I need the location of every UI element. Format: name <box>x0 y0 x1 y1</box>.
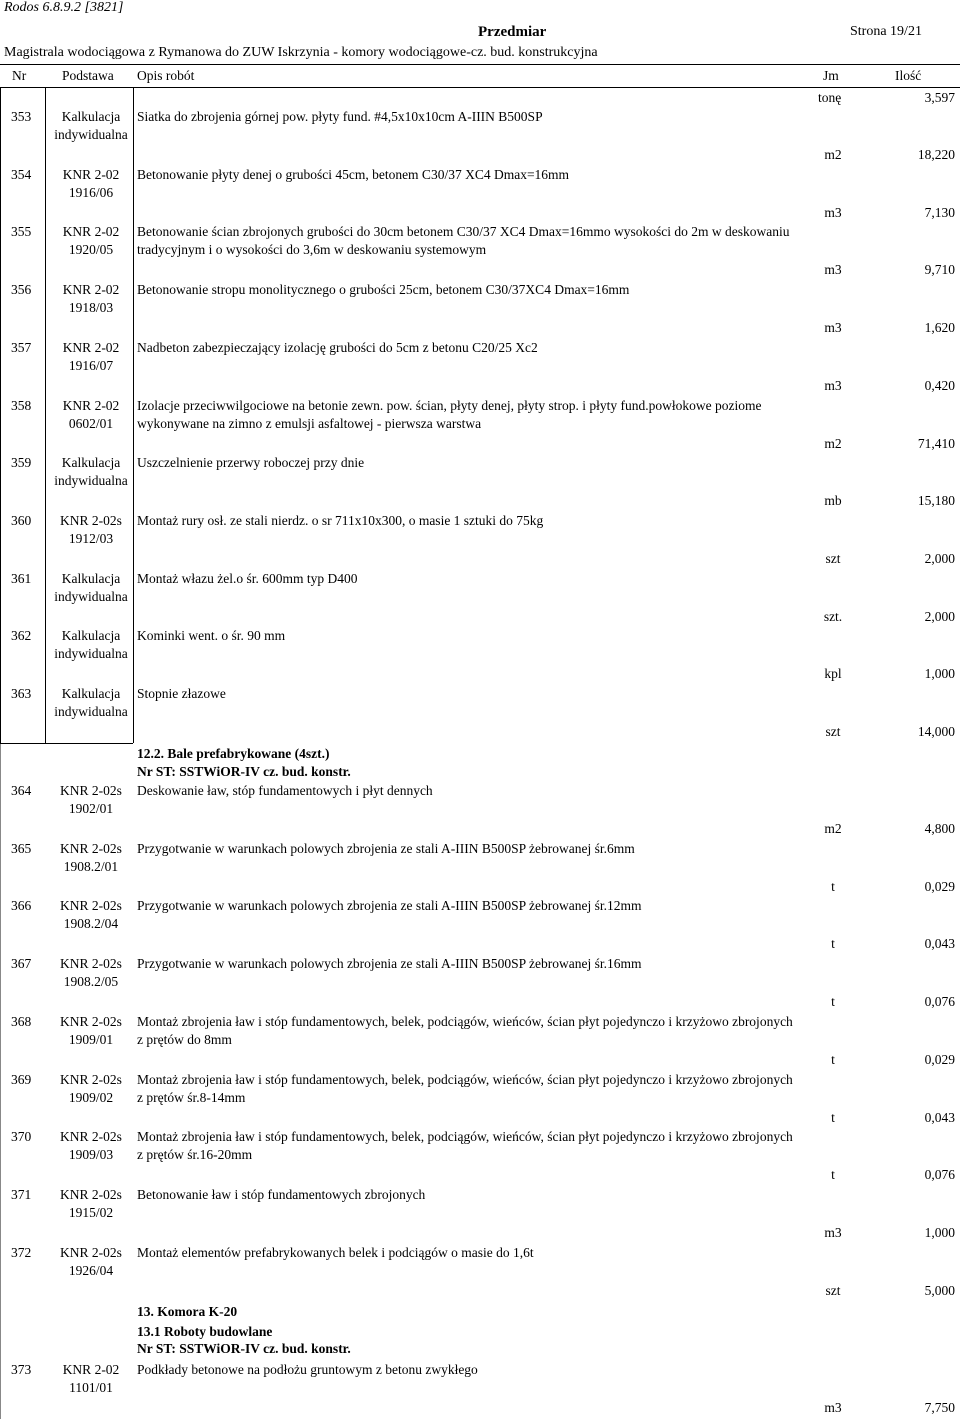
row-description: Montaż zbrojenia ław i stóp fundamentowych, belek, podciągów, wieńców, ścian płyt pojedynczo i krzyżowo zbrojonych z prętów do 8mm <box>137 1013 793 1047</box>
table-row <box>0 955 960 1013</box>
row-quantity: 0,029 <box>924 1051 955 1067</box>
row-description: Izolacje przeciwwilgociowe na betonie zewn. pow. ścian, płyty denej, płyty strop. i płyty fund.powłokowe poziome wykonywane na zimno z emulsji asfaltowej - pierwsza warstwa <box>137 397 762 431</box>
row-podstawa-1: KNR 2-02s <box>60 840 122 856</box>
row-quantity: 0,029 <box>924 878 955 894</box>
table-row <box>0 1071 960 1129</box>
row-quantity: 0,043 <box>924 936 955 952</box>
row-nr: 370 <box>11 1129 32 1145</box>
row-nr: 359 <box>11 455 32 471</box>
project-title: Magistrala wodociągowa z Rymanowa do ZUW Iskrzynia - komory wodociągowe-cz. bud. konstrukcyjna <box>4 45 598 60</box>
row-unit: m2 <box>824 147 842 162</box>
row-nr: 363 <box>11 686 32 701</box>
row-podstawa-2: 1902/01 <box>68 801 114 816</box>
row-nr: 353 <box>11 109 32 124</box>
col-header-ilosc: Ilość <box>895 68 922 83</box>
row-description: Przygotwanie w warunkach polowych zbrojenia ze stali A-IIIN B500SP żebrowanej śr.16mm <box>137 956 642 972</box>
row-podstawa-1: Kalkulacja <box>61 109 121 124</box>
row-description: Przygotwanie w warunkach polowych zbrojenia ze stali A-IIIN B500SP żebrowanej śr.6mm <box>137 840 635 856</box>
section-1-subtitle: Nr ST: SSTWiOR-IV cz. bud. konstr. <box>137 764 351 779</box>
row-description: Podkłady betonowe na podłożu gruntowym z betonu zwykłego <box>137 1362 478 1377</box>
table-row <box>0 1361 960 1419</box>
row-quantity: 5,000 <box>924 1282 955 1298</box>
row-podstawa-1: Kalkulacja <box>61 628 121 644</box>
row-unit: szt. <box>823 608 843 624</box>
row-podstawa-1: KNR 2-02s <box>60 1129 122 1145</box>
row-quantity: 2,000 <box>924 608 955 624</box>
row-unit: m2 <box>824 821 842 836</box>
row-podstawa-1: Kalkulacja <box>61 570 121 586</box>
table-row <box>0 897 960 955</box>
section-rule-1 <box>0 743 133 744</box>
top-unit-qty: 3,597 <box>924 90 955 105</box>
row-podstawa-2: 1908.2/04 <box>63 916 119 932</box>
table-row <box>0 454 960 512</box>
header-bottom-rule <box>0 87 960 88</box>
row-podstawa-2: indywidualna <box>54 704 128 719</box>
row-unit: m3 <box>824 1224 842 1240</box>
table-row <box>0 1013 960 1071</box>
table-row <box>0 166 960 224</box>
row-quantity: 2,000 <box>924 550 955 566</box>
table-row <box>0 840 960 898</box>
col-header-podstawa: Podstawa <box>62 68 114 83</box>
table-row <box>0 281 960 339</box>
row-nr: 361 <box>11 570 32 586</box>
row-quantity: 71,410 <box>917 435 955 451</box>
row-description: Montaż włazu żel.o śr. 600mm typ D400 <box>137 570 358 586</box>
row-description: Montaż zbrojenia ław i stóp fundamentowych, belek, podciągów, wieńców, ścian płyt pojedynczo i krzyżowo zbrojonych z prętów śr.16-20mm <box>137 1129 793 1163</box>
row-unit: szt <box>825 550 841 566</box>
row-unit: t <box>831 1167 835 1183</box>
row-podstawa-1: KNR 2-02s <box>60 1186 122 1202</box>
table-row <box>0 627 960 685</box>
row-podstawa-1: Kalkulacja <box>61 686 121 701</box>
row-podstawa-1: KNR 2-02 <box>62 282 120 298</box>
row-nr: 365 <box>11 840 32 856</box>
row-podstawa-2: indywidualna <box>54 127 128 142</box>
row-podstawa-1: Kalkulacja <box>61 455 121 471</box>
row-podstawa-2: 1909/02 <box>68 1089 114 1105</box>
row-quantity: 4,800 <box>924 821 955 836</box>
row-nr: 356 <box>11 282 32 298</box>
row-nr: 354 <box>11 166 32 182</box>
row-podstawa-1: KNR 2-02s <box>60 512 122 528</box>
row-quantity: 15,180 <box>917 493 955 509</box>
row-nr: 373 <box>11 1362 32 1377</box>
row-unit: t <box>831 878 835 894</box>
row-unit: szt <box>825 1282 841 1298</box>
row-nr: 371 <box>11 1186 32 1202</box>
row-nr: 355 <box>11 224 32 240</box>
row-podstawa-1: KNR 2-02 <box>62 397 120 413</box>
row-nr: 360 <box>11 512 32 528</box>
col-header-nr: Nr <box>12 68 27 83</box>
row-nr: 357 <box>11 339 32 355</box>
row-description: Nadbeton zabezpieczający izolację grubości do 5cm z betonu C20/25 Xc2 <box>137 339 538 355</box>
row-unit: mb <box>824 493 842 509</box>
row-podstawa-1: KNR 2-02 <box>62 166 120 182</box>
row-description: Betonowanie ścian zbrojonych grubości do 30cm betonem C30/37 XC4 Dmax=16mmo wysokości do 2m w deskowaniu tradycyjnym i o wysokości do 3,6m w deskowaniu systemowym <box>137 224 790 258</box>
row-quantity: 1,620 <box>924 320 955 336</box>
row-podstawa-1: KNR 2-02 <box>62 339 120 355</box>
table-row <box>0 1128 960 1186</box>
row-quantity: 0,420 <box>924 377 955 393</box>
col-header-opis: Opis robót <box>137 68 195 83</box>
row-unit: t <box>831 1051 835 1067</box>
row-unit: kpl <box>824 666 842 682</box>
row-description: Stopnie złazowe <box>137 686 226 701</box>
row-nr: 362 <box>11 628 32 644</box>
row-quantity: 7,130 <box>924 204 955 220</box>
row-podstawa-2: 1908.2/01 <box>63 858 119 874</box>
row-podstawa-1: KNR 2-02s <box>60 956 122 972</box>
row-quantity: 0,076 <box>924 1167 955 1183</box>
table-row <box>0 108 960 166</box>
table-row <box>0 1244 960 1302</box>
row-description: Montaż rury osł. ze stali nierdz. o sr 711x10x300, o masie 1 sztuki do 75kg <box>137 512 544 528</box>
row-podstawa-1: KNR 2-02s <box>60 783 122 798</box>
row-podstawa-1: KNR 2-02s <box>60 898 122 914</box>
row-description: Uszczelnienie przerwy roboczej przy dnie <box>137 455 365 471</box>
row-unit: m3 <box>824 320 842 336</box>
row-podstawa-2: 1915/02 <box>68 1204 114 1220</box>
row-description: Betonowanie stropu monolitycznego o grubości 25cm, betonem C30/37XC4 Dmax=16mm <box>137 282 630 298</box>
row-unit: m2 <box>824 435 842 451</box>
row-podstawa-2: 1918/03 <box>68 300 114 316</box>
row-podstawa-2: indywidualna <box>54 646 128 662</box>
row-unit: t <box>831 994 835 1010</box>
row-podstawa-2: 1926/04 <box>68 1262 114 1278</box>
row-podstawa-1: KNR 2-02 <box>62 224 120 240</box>
row-description: Betonowanie płyty denej o grubości 45cm, betonem C30/37 XC4 Dmax=16mm <box>137 166 570 182</box>
row-description: Siatka do zbrojenia górnej pow. płyty fund. #4,5x10x10cm A-IIIN B500SP <box>137 109 543 124</box>
top-unit-jm: tonę <box>818 90 842 105</box>
row-nr: 358 <box>11 397 32 413</box>
row-nr: 367 <box>11 956 32 972</box>
row-podstawa-2: 1908.2/05 <box>63 974 119 990</box>
row-unit: m3 <box>824 1400 842 1415</box>
section-2-title: 13. Komora K-20 <box>137 1304 238 1319</box>
row-description: Deskowanie ław, stóp fundamentowych i płyt dennych <box>137 783 433 798</box>
row-description: Montaż zbrojenia ław i stóp fundamentowych, belek, podciągów, wieńców, ścian płyt pojedynczo i krzyżowo zbrojonych z prętów śr.8-14mm <box>137 1071 793 1105</box>
row-unit: m3 <box>824 204 842 220</box>
row-podstawa-1: KNR 2-02s <box>60 1071 122 1087</box>
row-podstawa-1: KNR 2-02 <box>62 1362 120 1377</box>
table-row <box>0 782 960 840</box>
row-podstawa-2: 1101/01 <box>69 1380 113 1395</box>
row-podstawa-2: 0602/01 <box>68 415 114 431</box>
row-description: Przygotwanie w warunkach polowych zbrojenia ze stali A-IIIN B500SP żebrowanej śr.12mm <box>137 898 642 914</box>
table-row <box>0 512 960 570</box>
row-unit: t <box>831 936 835 952</box>
row-podstawa-2: 1920/05 <box>68 242 114 258</box>
row-podstawa-2: 1912/03 <box>68 530 114 546</box>
row-podstawa-2: 1909/01 <box>68 1031 114 1047</box>
row-description: Kominki went. o śr. 90 mm <box>137 628 286 644</box>
row-nr: 368 <box>11 1013 32 1029</box>
table-row <box>0 397 960 455</box>
row-quantity: 1,000 <box>924 1224 955 1240</box>
row-podstawa-1: KNR 2-02s <box>60 1013 122 1029</box>
row-quantity: 18,220 <box>917 147 955 162</box>
row-nr: 364 <box>11 783 32 798</box>
section-2-subtitle-1: 13.1 Roboty budowlane <box>137 1324 273 1339</box>
table-row <box>0 1186 960 1244</box>
section-2-subtitle-2: Nr ST: SSTWiOR-IV cz. bud. konstr. <box>137 1341 351 1356</box>
row-podstawa-2: 1916/06 <box>68 184 114 200</box>
page-number: Strona 19/21 <box>850 24 922 39</box>
row-quantity: 1,000 <box>924 666 955 682</box>
row-quantity: 14,000 <box>917 724 955 739</box>
row-quantity: 0,076 <box>924 994 955 1010</box>
row-nr: 369 <box>11 1071 32 1087</box>
table-row <box>0 223 960 281</box>
table-row <box>0 685 960 743</box>
row-podstawa-2: 1916/07 <box>68 357 114 373</box>
row-description: Montaż elementów prefabrykowanych belek i podciągów o masie do 1,6t <box>137 1244 534 1260</box>
row-quantity: 0,043 <box>924 1109 955 1125</box>
row-podstawa-2: indywidualna <box>54 473 128 489</box>
app-title: Rodos 6.8.9.2 [3821] <box>4 0 124 15</box>
row-unit: szt <box>825 724 841 739</box>
row-podstawa-2: indywidualna <box>54 588 128 604</box>
row-unit: m3 <box>824 262 842 278</box>
row-podstawa-1: KNR 2-02s <box>60 1244 122 1260</box>
row-podstawa-2: 1909/03 <box>68 1147 114 1163</box>
col-header-jm: Jm <box>823 68 839 83</box>
row-unit: m3 <box>824 377 842 393</box>
row-nr: 366 <box>11 898 32 914</box>
row-nr: 372 <box>11 1244 32 1260</box>
header-top-rule <box>0 64 960 65</box>
document-title: Przedmiar <box>478 24 547 40</box>
section-1-title: 12.2. Bale prefabrykowane (4szt.) <box>137 746 330 761</box>
table-row <box>0 339 960 397</box>
row-quantity: 7,750 <box>924 1400 955 1415</box>
table-row <box>0 570 960 628</box>
row-unit: t <box>831 1109 835 1125</box>
row-quantity: 9,710 <box>924 262 955 278</box>
row-description: Betonowanie ław i stóp fundamentowych zbrojonych <box>137 1186 426 1202</box>
